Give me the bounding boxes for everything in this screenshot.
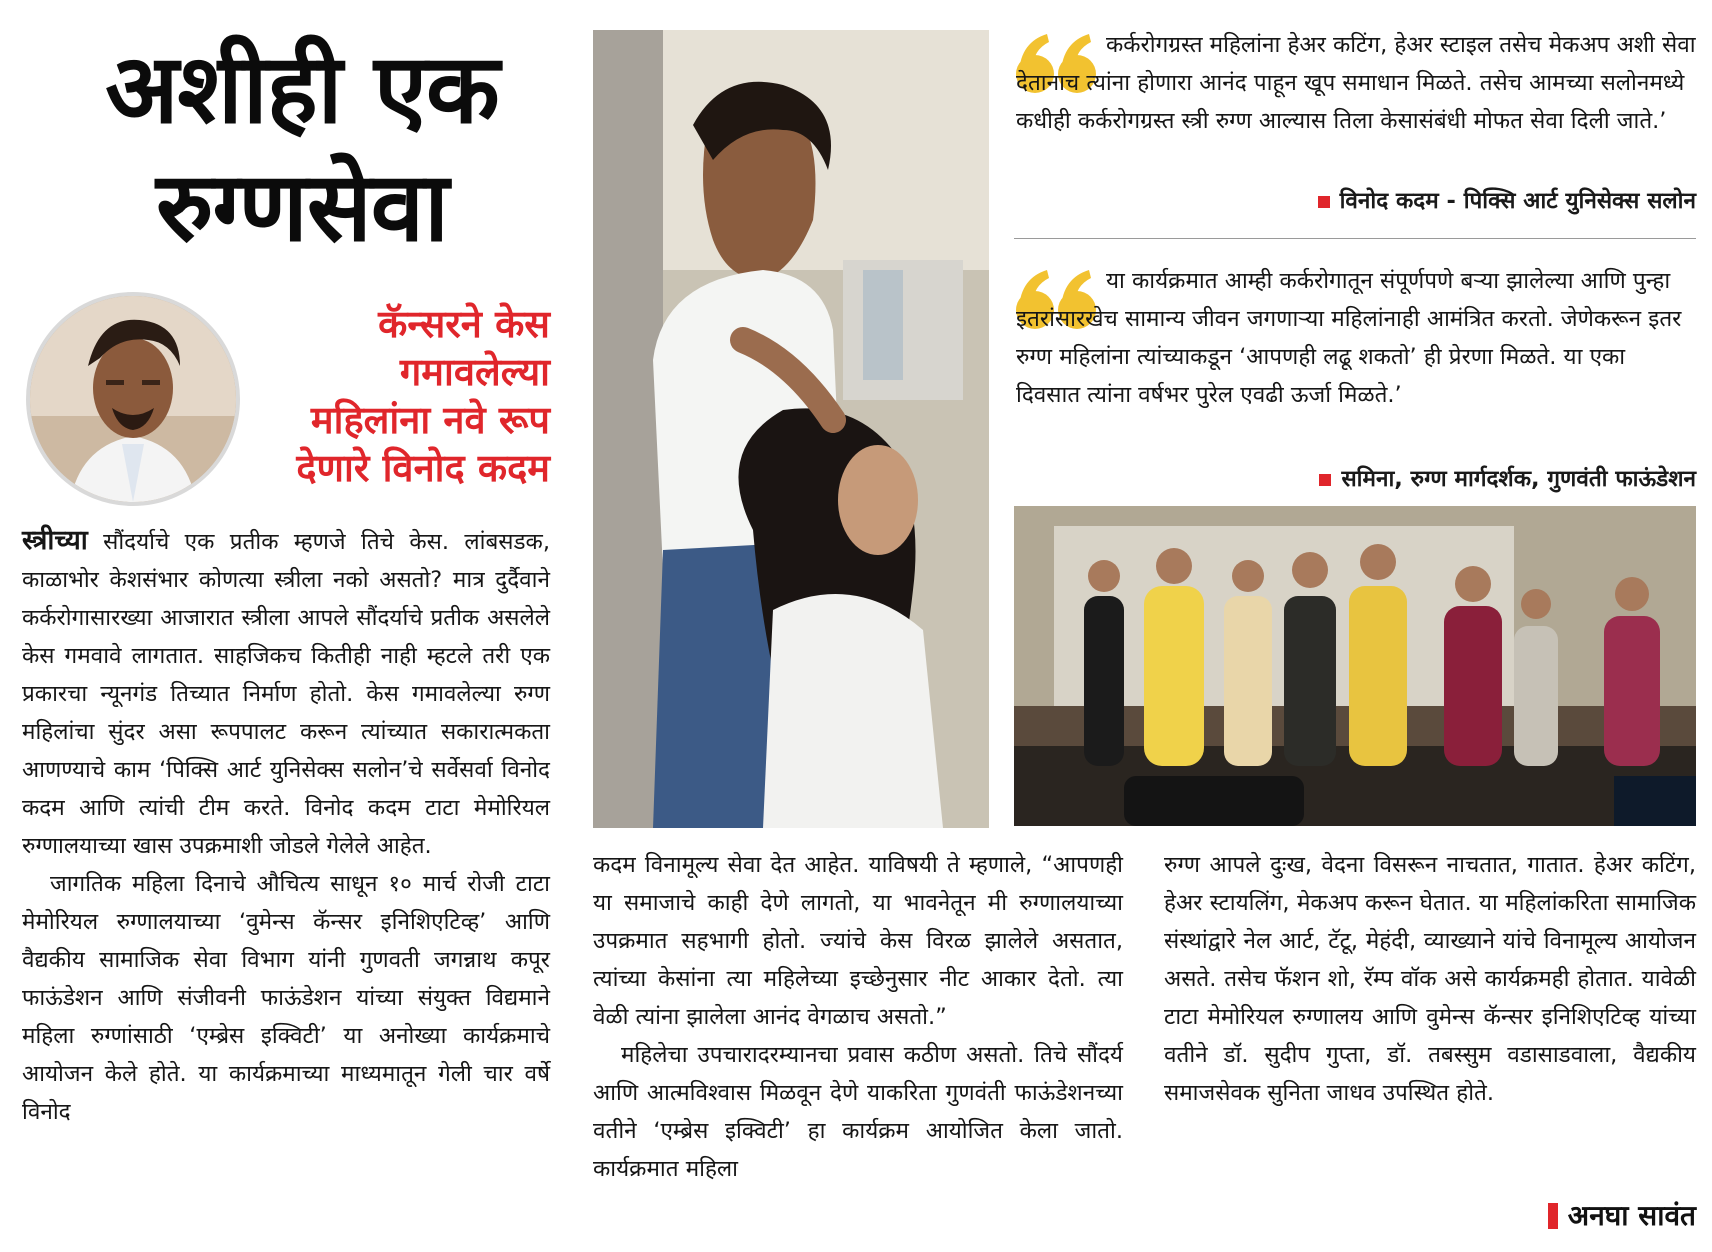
article-column-1 [22,522,550,1131]
quote-2-attribution-text: समिना, रुग्ण मार्गदर्शक, गुणवंती फाऊंडेशन [1341,466,1696,492]
article-column-2 [593,846,1123,1188]
headline [22,30,582,266]
bullet-square-icon [1548,1203,1558,1229]
quote-1-text: कर्करोगग्रस्त महिलांना हेअर कटिंग, हेअर स्टाइल तसेच मेकअप अशी सेवा देतानाच त्यांना होणारा आनंद पाहून खूप समाधान मिळते. तसेच आमच्या सलोनमध्ये कधीही कर्करोगग्रस्त स्त्री रुग्ण आल्यास तिला केसासंबंधी मोफत सेवा दिली जाते.’ [1016,32,1696,134]
author-portrait-photo [26,292,240,506]
bullet-square-icon [1319,474,1331,486]
article-paragraph: महिलेचा उपचारादरम्यानचा प्रवास कठीण असतो. तिचे सौंदर्य आणि आत्मविश्वास मिळवून देणे याकरिता गुणवंती फाऊंडेशनच्या वतीने ‘एम्ब्रेस इक्विटी’ हा कार्यक्रम आयोजित केला जातो. कार्यक्रमात महिला [593,1042,1123,1182]
subheadline-line-3: महिलांना नवे रूप [310,398,550,442]
dance-performance-photo [1014,506,1696,826]
divider [1014,238,1696,239]
headline-line-2: रुग्णसेवा [156,151,448,263]
article-paragraph [22,522,550,865]
article-paragraph: रुग्ण आपले दुःख, वेदना विसरून नाचतात, गातात. हेअर कटिंग, हेअर स्टायलिंग, मेकअप करून घेतात. या महिलांकरिता सामाजिक संस्थांद्वारे नेल आर्ट, टॅटू, मेहंदी, व्याख्याने यांचे विनामूल्य आयोजन असते. तसेच फॅशन शो, रॅम्प वॉक असे कार्यक्रमही होतात. यावेळी टाटा मेमोरियल रुग्णालय आणि वुमेन्स कॅन्सर इनिशिएटिव्ह यांच्या वतीने डॉ. सुदीप गुप्ता, डॉ. तबस्सुम वडासाडवाला, वैद्यकीय समाजसेवक सुनिता जाधव उपस्थित होते. [1164,852,1696,1106]
byline-author: अनघा सावंत [1567,1199,1696,1232]
quote-2-text: या कार्यक्रमात आम्ही कर्करोगातून संपूर्णपणे बऱ्या झालेल्या आणि पुन्हा इतरांसारखेच सामान्य जीवन जगणाऱ्या महिलांनाही आमंत्रित करतो. जेणेकरून इतर रुग्ण महिलांना त्यांच्याकडून ‘आपणही लढू शकतो’ ही प्रेरणा मिळते. या एका दिवसात त्यांना वर्षभर पुरेल एवढी ऊर्जा मिळते.’ [1016,268,1682,408]
headline-line-1: अशीही एक [105,33,499,145]
quote-1-attribution [1016,184,1696,215]
quote-2-attribution [1016,462,1696,493]
quote-1-attribution-text: विनोद कदम - पिक्सि आर्ट युनिसेक्स सलोन [1339,188,1696,214]
hair-styling-photo [593,30,989,828]
article-paragraph: जागतिक महिला दिनाचे औचित्य साधून १० मार्च रोजी टाटा मेमोरियल रुग्णालयाच्या ‘वुमेन्स कॅन्सर इनिशिएटिव्ह’ आणि वैद्यकीय सामाजिक सेवा विभाग यांनी गुणवती जगन्नाथ कपूर फाऊंडेशन आणि संजीवनी फाऊंडेशन यांच्या संयुक्त विद्यमाने महिला रुग्णांसाठी ‘एम्ब्रेस इक्विटी’ या अनोख्या कार्यक्रमाचे आयोजन केले होते. या कार्यक्रमाच्या माध्यमातून गेली चार वर्षे विनोद [22,871,550,1125]
bullet-square-icon [1318,196,1330,208]
subheadline-line-2: गमावलेल्या [399,350,550,394]
subheadline-line-1: कॅन्सरने केस [378,302,550,346]
article-lead-word: स्त्रीच्या [22,525,88,556]
article-paragraph: कदम विनामूल्य सेवा देत आहेत. याविषयी ते म्हणाले, “आपणही या समाजाचे काही देणे लागतो, या भावनेतून मी रुग्णालयाच्या उपक्रमात सहभागी होतो. ज्यांचे केस विरळ झालेले असतात, त्यांच्या केसांना त्या महिलेच्या इच्छेनुसार नीट आकार देतो. त्या वेळी त्यांना झालेला आनंद वेगळाच असतो.” [593,852,1123,1030]
subheadline [240,300,550,492]
byline [1476,1196,1696,1234]
article-column-3 [1164,846,1696,1112]
article-paragraph-text: सौंदर्याचे एक प्रतीक म्हणजे तिचे केस. लांबसडक, काळाभोर केशसंभार कोणत्या स्त्रीला नको असतो? मात्र दुर्दैवाने कर्करोगासारख्या आजारात स्त्रीला आपले सौंदर्याचे प्रतीक असलेले केस गमवावे लागतात. साहजिकच कितीही नाही म्हटले तरी एक प्रकारचा न्यूनगंड तिच्यात निर्माण होतो. केस गमावलेल्या रुग्ण महिलांचा सुंदर असा रूपपालट करून त्यांच्यात सकारात्मकता आणण्याचे काम ‘पिक्सि आर्ट युनिसेक्स सलोन’चे सर्वेसर्वा विनोद कदम आणि त्यांची टीम करते. विनोद कदम टाटा मेमोरियल रुग्णालयाच्या खास उपक्रमाशी जोडले गेलेले आहेत. [22,529,550,859]
subheadline-line-4: देणारे विनोद कदम [296,446,550,490]
